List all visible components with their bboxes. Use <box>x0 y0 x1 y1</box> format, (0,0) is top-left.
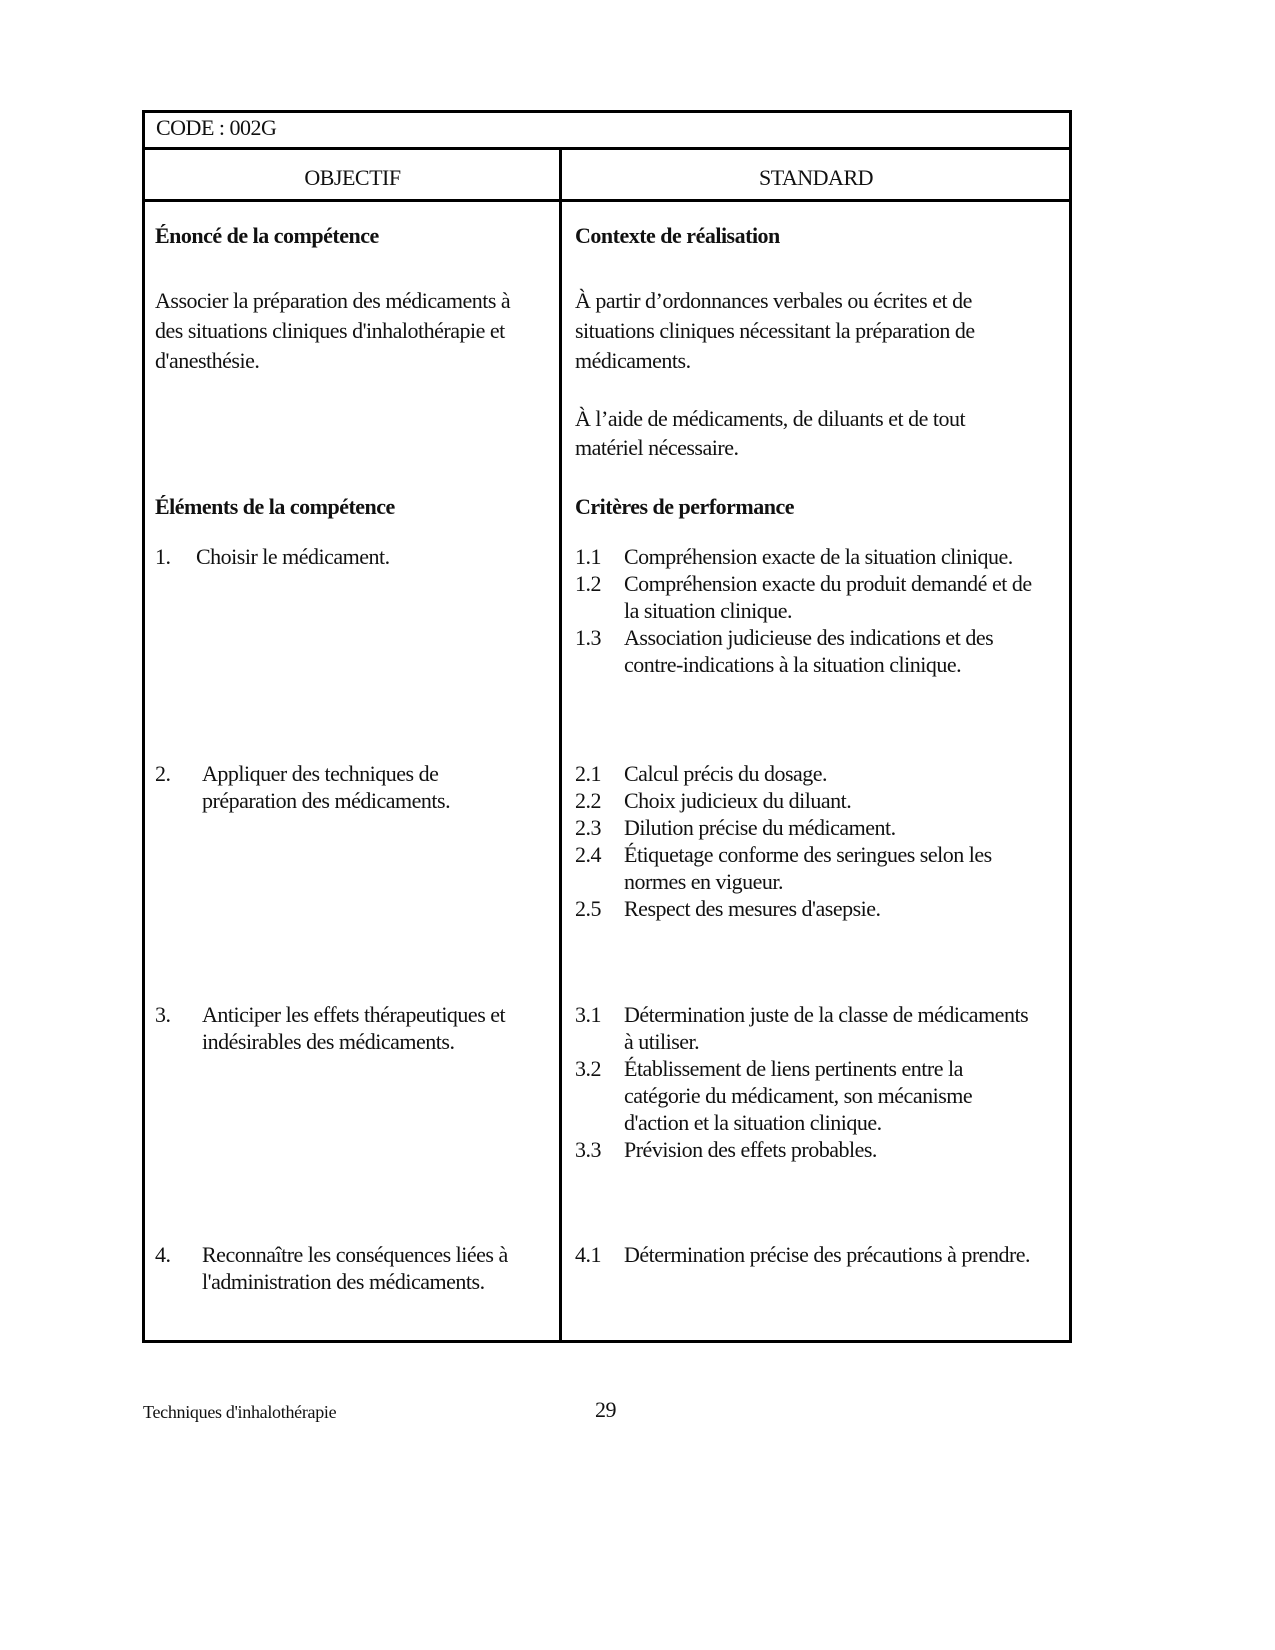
item-text <box>624 841 992 895</box>
item-text <box>202 1001 505 1055</box>
page-number: 29 <box>595 1397 616 1422</box>
text-line: la situation clinique. <box>624 598 793 623</box>
text-line: Reconnaître les conséquences liées à <box>202 1242 508 1267</box>
header-objectif: OBJECTIF <box>304 165 401 190</box>
item-number: 4. <box>155 1242 171 1267</box>
item-number: 3. <box>155 1002 171 1027</box>
text-line: Dilution précise du médicament. <box>624 815 896 840</box>
item-number: 2.1 <box>575 761 601 786</box>
contexte-paragraph-1 <box>575 286 975 376</box>
item-text <box>624 543 1013 570</box>
text-line: Calcul précis du dosage. <box>624 761 828 786</box>
text-line: d'action et la situation clinique. <box>624 1110 882 1135</box>
item-text <box>202 1241 508 1295</box>
item-text <box>202 760 450 814</box>
text-line: Appliquer des techniques de <box>202 761 439 786</box>
text-line: À l’aide de médicaments, de diluants et de tout <box>575 406 966 431</box>
contexte-paragraph-2 <box>575 404 965 462</box>
text-line: à utiliser. <box>624 1029 700 1054</box>
text-line: Compréhension exacte du produit demandé et de <box>624 571 1032 596</box>
text-line: Compréhension exacte de la situation clinique. <box>624 544 1013 569</box>
text-line: normes en vigueur. <box>624 869 784 894</box>
text-line: situations cliniques nécessitant la préparation de <box>575 318 975 343</box>
item-number: 1.3 <box>575 625 601 650</box>
item-text <box>624 787 851 814</box>
text-line: Choisir le médicament. <box>196 544 390 569</box>
text-line: d'anesthésie. <box>155 348 260 373</box>
text-line: catégorie du médicament, son mécanisme <box>624 1083 973 1108</box>
header-standard: STANDARD <box>758 165 874 190</box>
enonce-title: Énoncé de la compétence <box>155 223 379 248</box>
text-line: indésirables des médicaments. <box>202 1029 455 1054</box>
item-number: 3.2 <box>575 1056 601 1081</box>
item-number: 4.1 <box>575 1242 601 1267</box>
elements-title: Éléments de la compétence <box>155 494 395 519</box>
text-line: préparation des médicaments. <box>202 788 451 813</box>
text-line: matériel nécessaire. <box>575 435 739 460</box>
item-number: 2.4 <box>575 842 601 867</box>
enonce-text <box>155 286 510 376</box>
text-line: Établissement de liens pertinents entre la <box>624 1056 963 1081</box>
criteres-title: Critères de performance <box>575 494 794 519</box>
text-line: des situations cliniques d'inhalothérapie et <box>155 318 505 343</box>
item-number: 1.1 <box>575 544 601 569</box>
divider <box>142 147 1072 150</box>
item-text <box>624 1001 1028 1055</box>
item-number: 2.2 <box>575 788 601 813</box>
text-line: Prévision des effets probables. <box>624 1137 877 1162</box>
item-number: 2.3 <box>575 815 601 840</box>
item-text <box>624 760 827 787</box>
item-text <box>196 543 390 570</box>
text-line: Association judicieuse des indications et des <box>624 625 994 650</box>
text-line: l'administration des médicaments. <box>202 1269 485 1294</box>
text-line: Associer la préparation des médicaments à <box>155 288 511 313</box>
text-line: contre-indications à la situation clinique. <box>624 652 962 677</box>
text-line: Respect des mesures d'asepsie. <box>624 896 881 921</box>
item-number: 1.2 <box>575 571 601 596</box>
item-text <box>624 895 881 922</box>
item-text <box>624 1055 972 1136</box>
item-number: 2. <box>155 761 171 786</box>
divider <box>142 199 1072 202</box>
text-line: médicaments. <box>575 348 691 373</box>
column-divider <box>559 147 562 1343</box>
item-text <box>624 624 993 678</box>
item-number: 2.5 <box>575 896 601 921</box>
footer-title: Techniques d'inhalothérapie <box>143 1402 337 1422</box>
text-line: Détermination juste de la classe de médicaments <box>624 1002 1029 1027</box>
item-text <box>624 1241 1030 1268</box>
item-number: 1. <box>155 544 171 569</box>
item-text <box>624 814 896 841</box>
text-line: À partir d’ordonnances verbales ou écrites et de <box>575 288 972 313</box>
item-text <box>624 1136 877 1163</box>
code-label: CODE : 002G <box>156 115 277 140</box>
text-line: Anticiper les effets thérapeutiques et <box>202 1002 506 1027</box>
text-line: Détermination précise des précautions à prendre. <box>624 1242 1031 1267</box>
contexte-title: Contexte de réalisation <box>575 223 780 248</box>
text-line: Choix judicieux du diluant. <box>624 788 852 813</box>
item-number: 3.3 <box>575 1137 601 1162</box>
item-text <box>624 570 1032 624</box>
text-line: Étiquetage conforme des seringues selon les <box>624 842 992 867</box>
item-number: 3.1 <box>575 1002 601 1027</box>
